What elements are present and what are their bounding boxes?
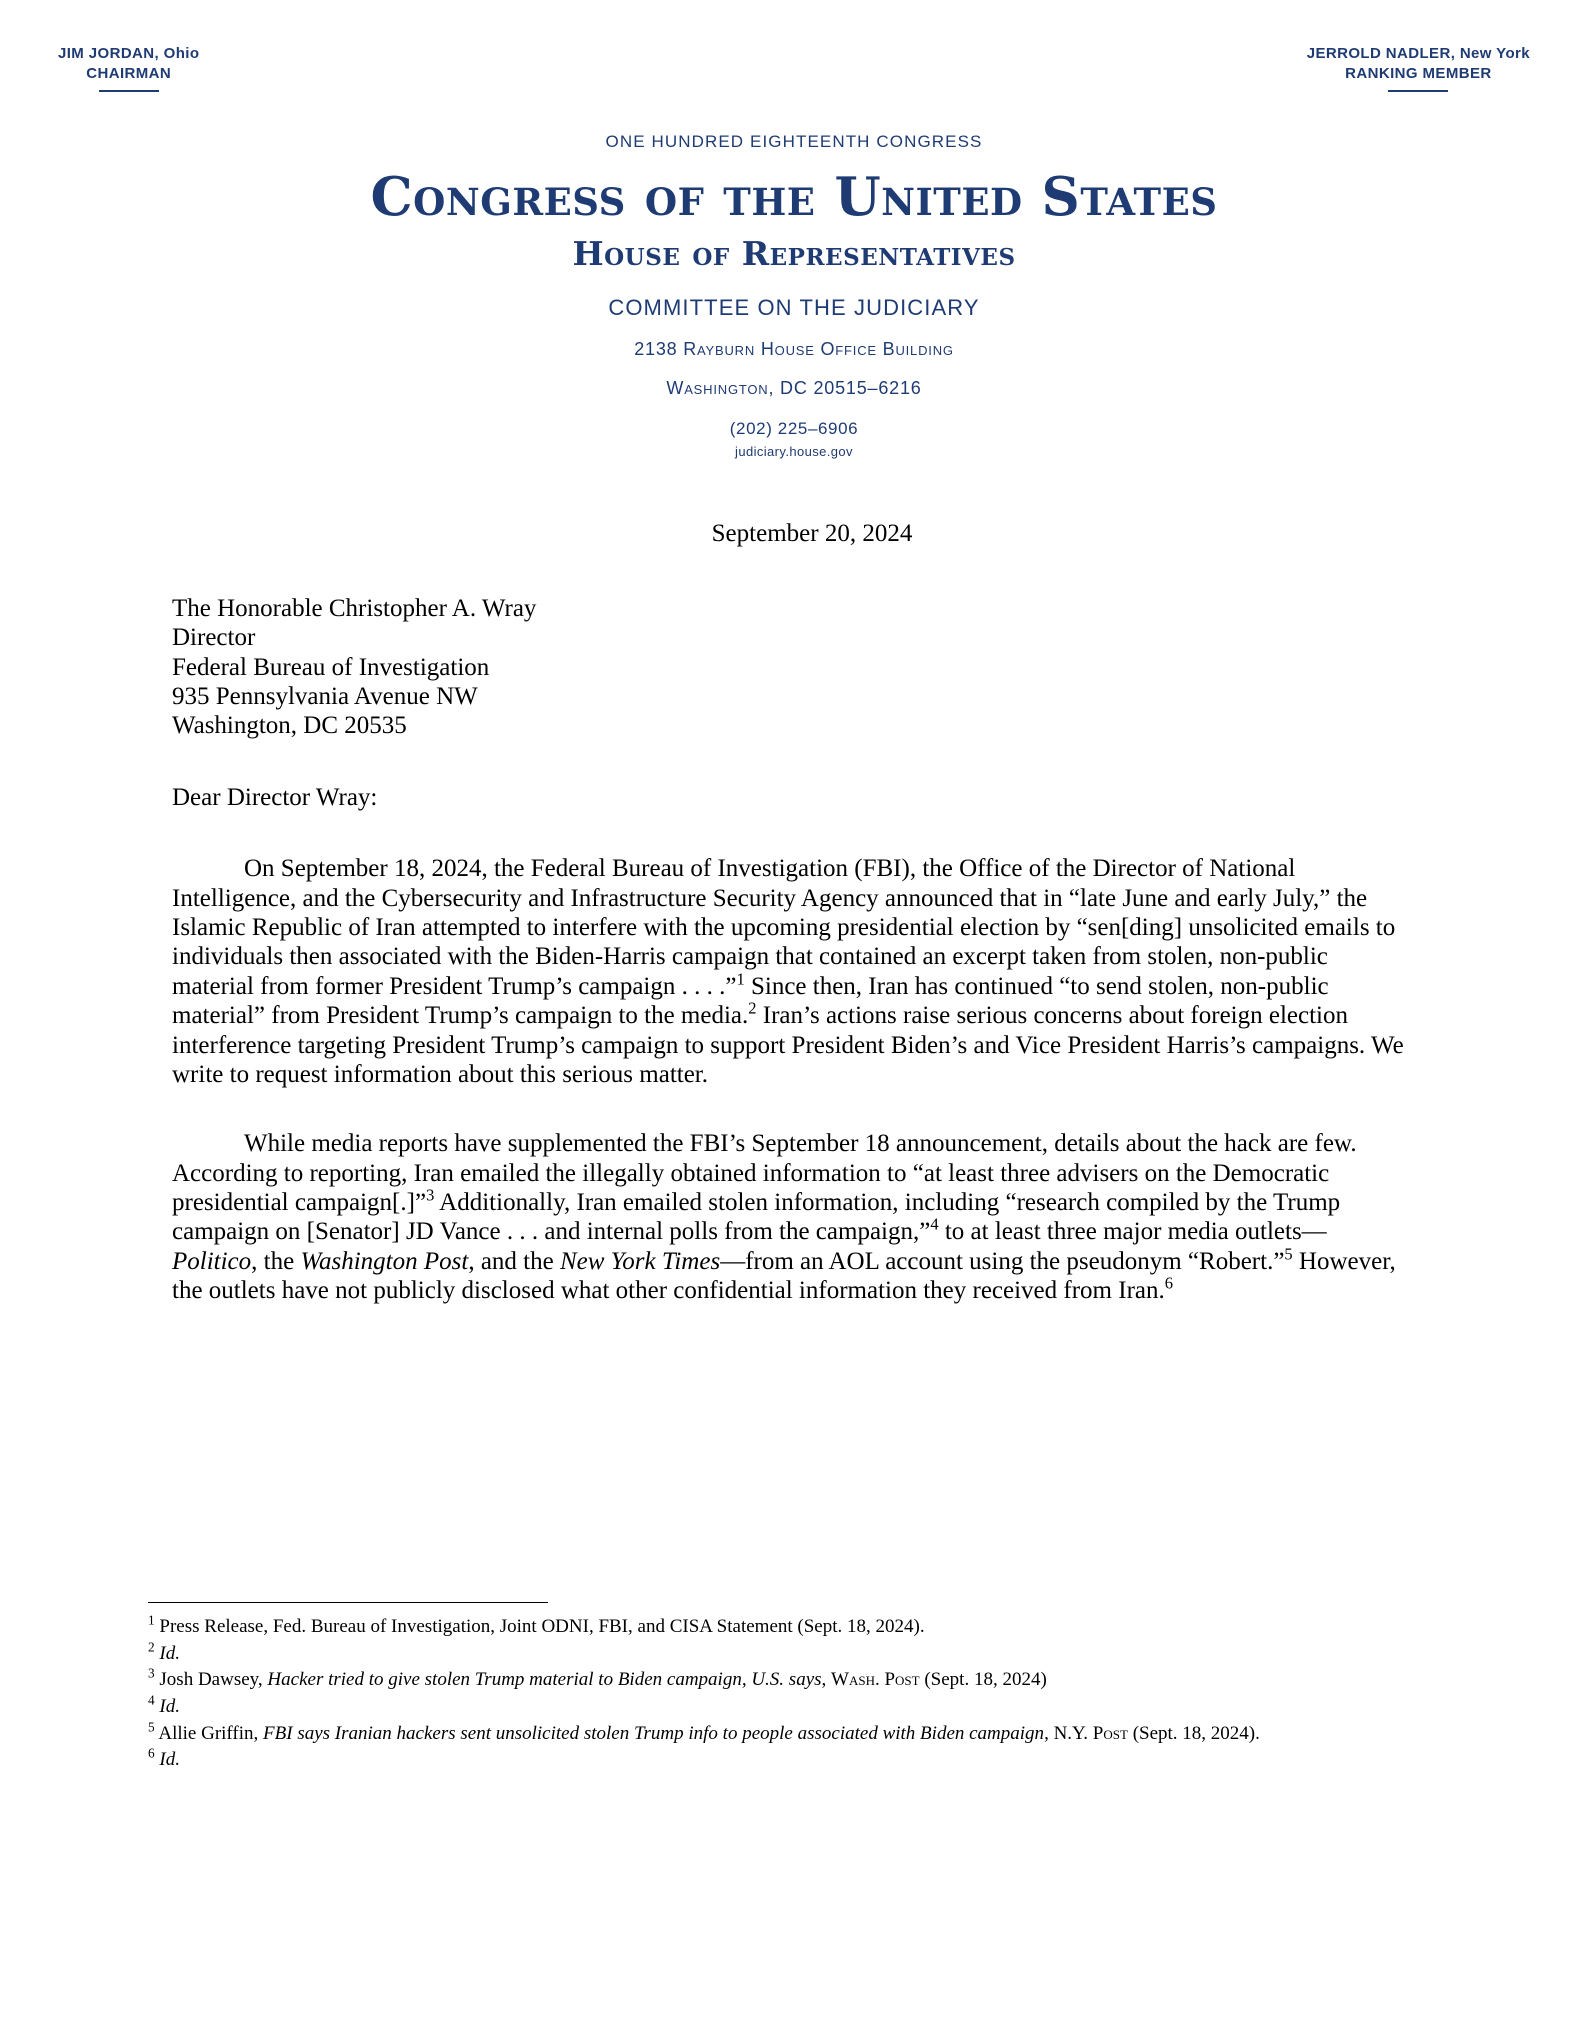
footnote-3-number: 3	[148, 1666, 155, 1682]
footnotes-block	[148, 1602, 1418, 1775]
letterhead-phone: (202) 225–6906	[729, 419, 859, 439]
letterhead-title: Congress of the United States	[370, 166, 1218, 228]
chairman-block	[58, 44, 199, 92]
addressee-line-3: Federal Bureau of Investigation	[172, 653, 490, 681]
footnote-4-text: Id.	[159, 1696, 180, 1718]
footnote-3	[148, 1668, 1418, 1693]
addressee-block	[172, 594, 1412, 740]
footnote-3-text: (Sept. 18, 2024)	[919, 1669, 1047, 1691]
footnote-5	[148, 1719, 1418, 1747]
footnote-5-text: (Sept. 18, 2024).	[1127, 1722, 1260, 1744]
p2-text-d: , the	[251, 1247, 301, 1275]
footnote-marker-4[interactable]: 4	[930, 1215, 939, 1235]
letter-date: September 20, 2024	[711, 520, 913, 547]
footnote-5-number: 5	[148, 1719, 155, 1735]
p2-italic-politico: Politico	[172, 1247, 252, 1275]
footnote-5-comma: ,	[1044, 1722, 1054, 1744]
ranking-member-block	[1307, 44, 1530, 92]
footnote-6	[148, 1748, 1418, 1773]
addressee-line-1: The Honorable Christopher A. Wray	[172, 595, 537, 622]
letterhead-subtitle: House of Representatives	[572, 234, 1016, 274]
p2-italic-washington-post: Washington Post	[300, 1247, 469, 1275]
footnote-2	[148, 1639, 1418, 1667]
footnote-5-source: N.Y. Post	[1053, 1722, 1128, 1744]
ranking-member-name: JERROLD NADLER, New York	[1306, 45, 1530, 62]
p2-text-e: , and the	[468, 1247, 560, 1275]
letter-body	[172, 520, 1412, 1346]
footnote-3-title: Hacker tried to give stolen Trump material to Biden campaign, U.S. says	[267, 1669, 822, 1691]
footnote-6-number: 6	[148, 1746, 155, 1762]
footnote-4-number: 4	[148, 1692, 155, 1708]
chairman-underline	[99, 90, 159, 92]
footnote-2-number: 2	[148, 1639, 155, 1655]
p1-text-b: Since then, Iran has continued “to send stolen, non-public material” from President Trump’s campaign to the media.	[172, 972, 1329, 1030]
p2-text-g: However, the outlets have not publicly disclosed what other confidential information they received from Iran.	[172, 1247, 1396, 1305]
addressee-line-5: Washington, DC 20535	[172, 712, 407, 739]
footnote-2-text: Id.	[159, 1642, 180, 1664]
footnote-5-author: Allie Griffin,	[158, 1722, 264, 1744]
footnote-marker-6[interactable]: 6	[1164, 1273, 1173, 1293]
footnote-1-text: Press Release, Fed. Bureau of Investigation, Joint ODNI, FBI, and CISA Statement (Sept. 18, 2024).	[159, 1616, 925, 1637]
footnote-3-source: Wash. Post	[831, 1669, 920, 1691]
ranking-member-role: RANKING MEMBER	[1345, 65, 1492, 83]
footnote-5-title: FBI says Iranian hackers sent unsolicited stolen Trump info to people associated with Biden campaign	[263, 1722, 1045, 1744]
congress-number: ONE HUNDRED EIGHTEENTH CONGRESS	[605, 132, 983, 151]
footnote-3-author: Josh Dawsey,	[159, 1669, 268, 1691]
paragraph-1	[172, 854, 1412, 1089]
addressee-line-4: 935 Pennsylvania Avenue NW	[172, 682, 478, 710]
addressee-line-2: Director	[172, 624, 256, 652]
p2-text-c: to at least three major media outlets—	[938, 1218, 1327, 1246]
p1-text-a: On September 18, 2024, the Federal Bureau of Investigation (FBI), the Office of the Director of National Intelligence, and the Cybersecurity and Infrastructure Security Agency announced that in “late June and early July,” the Islamic Republic of Iran attempted to interfere with the upcoming presidential election by “sen[ding] unsolicited emails to individuals then associated with the Biden-Harris campaign that contained an excerpt taken from stolen, non-public material from former President Trump’s campaign . . . .”	[172, 855, 1396, 1000]
footnote-6-text: Id.	[159, 1749, 180, 1771]
chairman-name: JIM JORDAN, Ohio	[58, 45, 200, 62]
letterhead	[0, 132, 1588, 459]
footnote-marker-3[interactable]: 3	[426, 1185, 435, 1205]
footnote-separator	[148, 1602, 548, 1603]
ranking-member-underline	[1388, 90, 1448, 92]
chairman-role: CHAIRMAN	[86, 65, 172, 83]
letterhead-address-line2: Washington, DC 20515–6216	[666, 378, 922, 399]
letterhead-committee: COMMITTEE ON THE JUDICIARY	[608, 295, 980, 321]
footnote-1	[148, 1612, 1418, 1640]
letterhead-website: judiciary.house.gov	[735, 444, 853, 460]
footnote-marker-1[interactable]: 1	[736, 969, 745, 989]
p1-text-c: Iran’s actions raise serious concerns about foreign election interference targeting President Trump’s campaign to support President Biden’s and Vice President Harris’s campaigns. We write to request information about this serious matter.	[172, 1002, 1404, 1088]
footnote-4	[148, 1692, 1418, 1720]
footnote-3-comma: ,	[821, 1669, 832, 1691]
footnote-marker-2[interactable]: 2	[748, 998, 757, 1018]
p2-text-a: While media reports have supplemented the FBI’s September 18 announcement, details about the hack are few. According to reporting, Iran emailed the illegally obtained information to “at least three advisers on the Democratic presidential campaign[.]”	[172, 1130, 1357, 1216]
letterhead-address-line1: 2138 Rayburn House Office Building	[634, 339, 954, 360]
p2-text-b: Additionally, Iran emailed stolen information, including “research compiled by the Trump campaign on [Senator] JD Vance . . . and internal polls from the campaign,”	[172, 1189, 1341, 1246]
salutation: Dear Director Wray:	[172, 784, 378, 812]
p2-italic-new-york-times: New York Times	[559, 1247, 721, 1275]
footnote-1-number: 1	[148, 1612, 155, 1628]
p2-text-f: —from an AOL account using the pseudonym “Robert.”	[720, 1247, 1285, 1275]
footnote-marker-5[interactable]: 5	[1284, 1244, 1293, 1264]
paragraph-2	[172, 1129, 1412, 1305]
